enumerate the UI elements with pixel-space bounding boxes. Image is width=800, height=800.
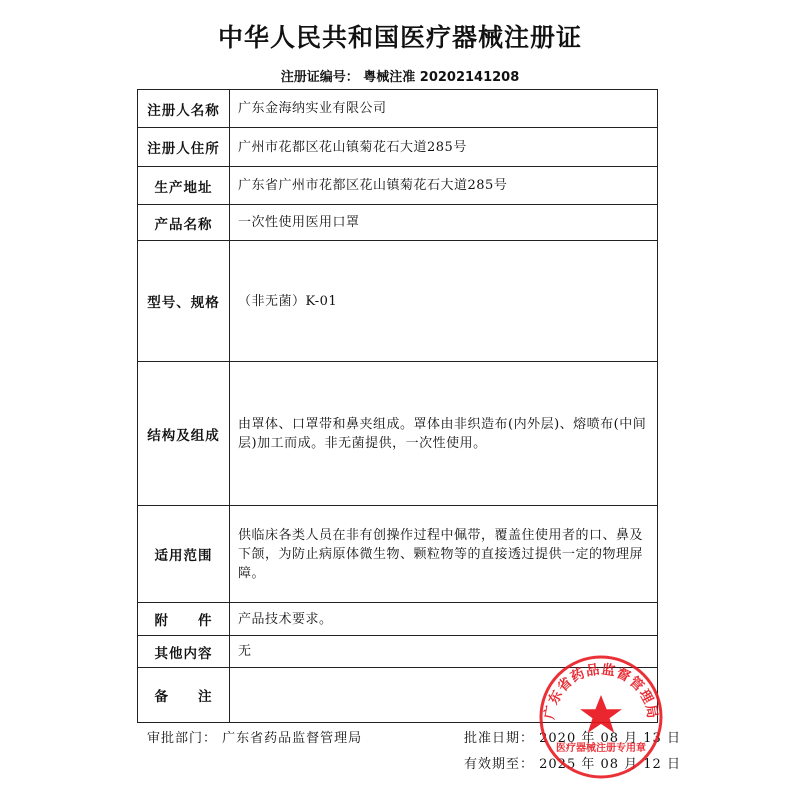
value-attachment: 产品技术要求。	[230, 603, 658, 636]
seal-arc-text: 广东省药品监督管理局	[541, 661, 661, 721]
value-production-address: 广东省广州市花都区花山镇菊花石大道285号	[230, 167, 658, 205]
value-other: 无	[230, 636, 658, 668]
approval-date: 批准日期： 2020 年 08 月 13 日	[464, 731, 681, 746]
seal-band-text: 医疗器械注册专用章	[556, 743, 646, 754]
official-seal	[532, 651, 670, 781]
table-row	[138, 362, 658, 506]
value-registrant-address: 广州市花都区花山镇菊花石大道285号	[230, 128, 658, 167]
table-row	[138, 603, 658, 636]
label-remarks: 备 注	[138, 668, 230, 723]
label-other: 其他内容	[138, 636, 230, 668]
value-structure: 由罩体、口罩带和鼻夹组成。罩体由非织造布(内外层)、熔喷布(中间层)加工而成。非无菌提供，一次性使用。	[230, 362, 658, 506]
table-row	[138, 241, 658, 362]
table-row	[138, 128, 658, 167]
value-model-spec: （非无菌）K-01	[230, 241, 658, 362]
label-product-name: 产品名称	[138, 205, 230, 241]
label-model-spec: 型号、规格	[138, 241, 230, 362]
label-scope: 适用范围	[138, 506, 230, 603]
table-row	[138, 506, 658, 603]
registration-number: 注册证编号： 粤械注准 20202141208	[280, 70, 520, 85]
value-product-name: 一次性使用医用口罩	[230, 205, 658, 241]
value-registrant-name: 广东金海纳实业有限公司	[230, 90, 658, 128]
label-registrant-address: 注册人住所	[138, 128, 230, 167]
approval-department: 审批部门： 广东省药品监督管理局	[147, 731, 363, 746]
value-scope: 供临床各类人员在非有创操作过程中佩带，覆盖住使用者的口、鼻及下颌，为防止病原体微生物、颗粒物等的直接透过提供一定的物理屏障。	[230, 506, 658, 603]
table-row	[138, 90, 658, 128]
table-row	[138, 205, 658, 241]
expiry-date: 有效期至： 2025 年 08 月 12 日	[464, 757, 681, 772]
label-attachment: 附 件	[138, 603, 230, 636]
label-production-address: 生产地址	[138, 167, 230, 205]
table-row	[138, 167, 658, 205]
page-title: 中华人民共和国医疗器械注册证	[217, 23, 582, 52]
seal-star-icon	[580, 695, 622, 733]
label-structure: 结构及组成	[138, 362, 230, 506]
certificate-table	[137, 89, 658, 723]
label-registrant-name: 注册人名称	[138, 90, 230, 128]
